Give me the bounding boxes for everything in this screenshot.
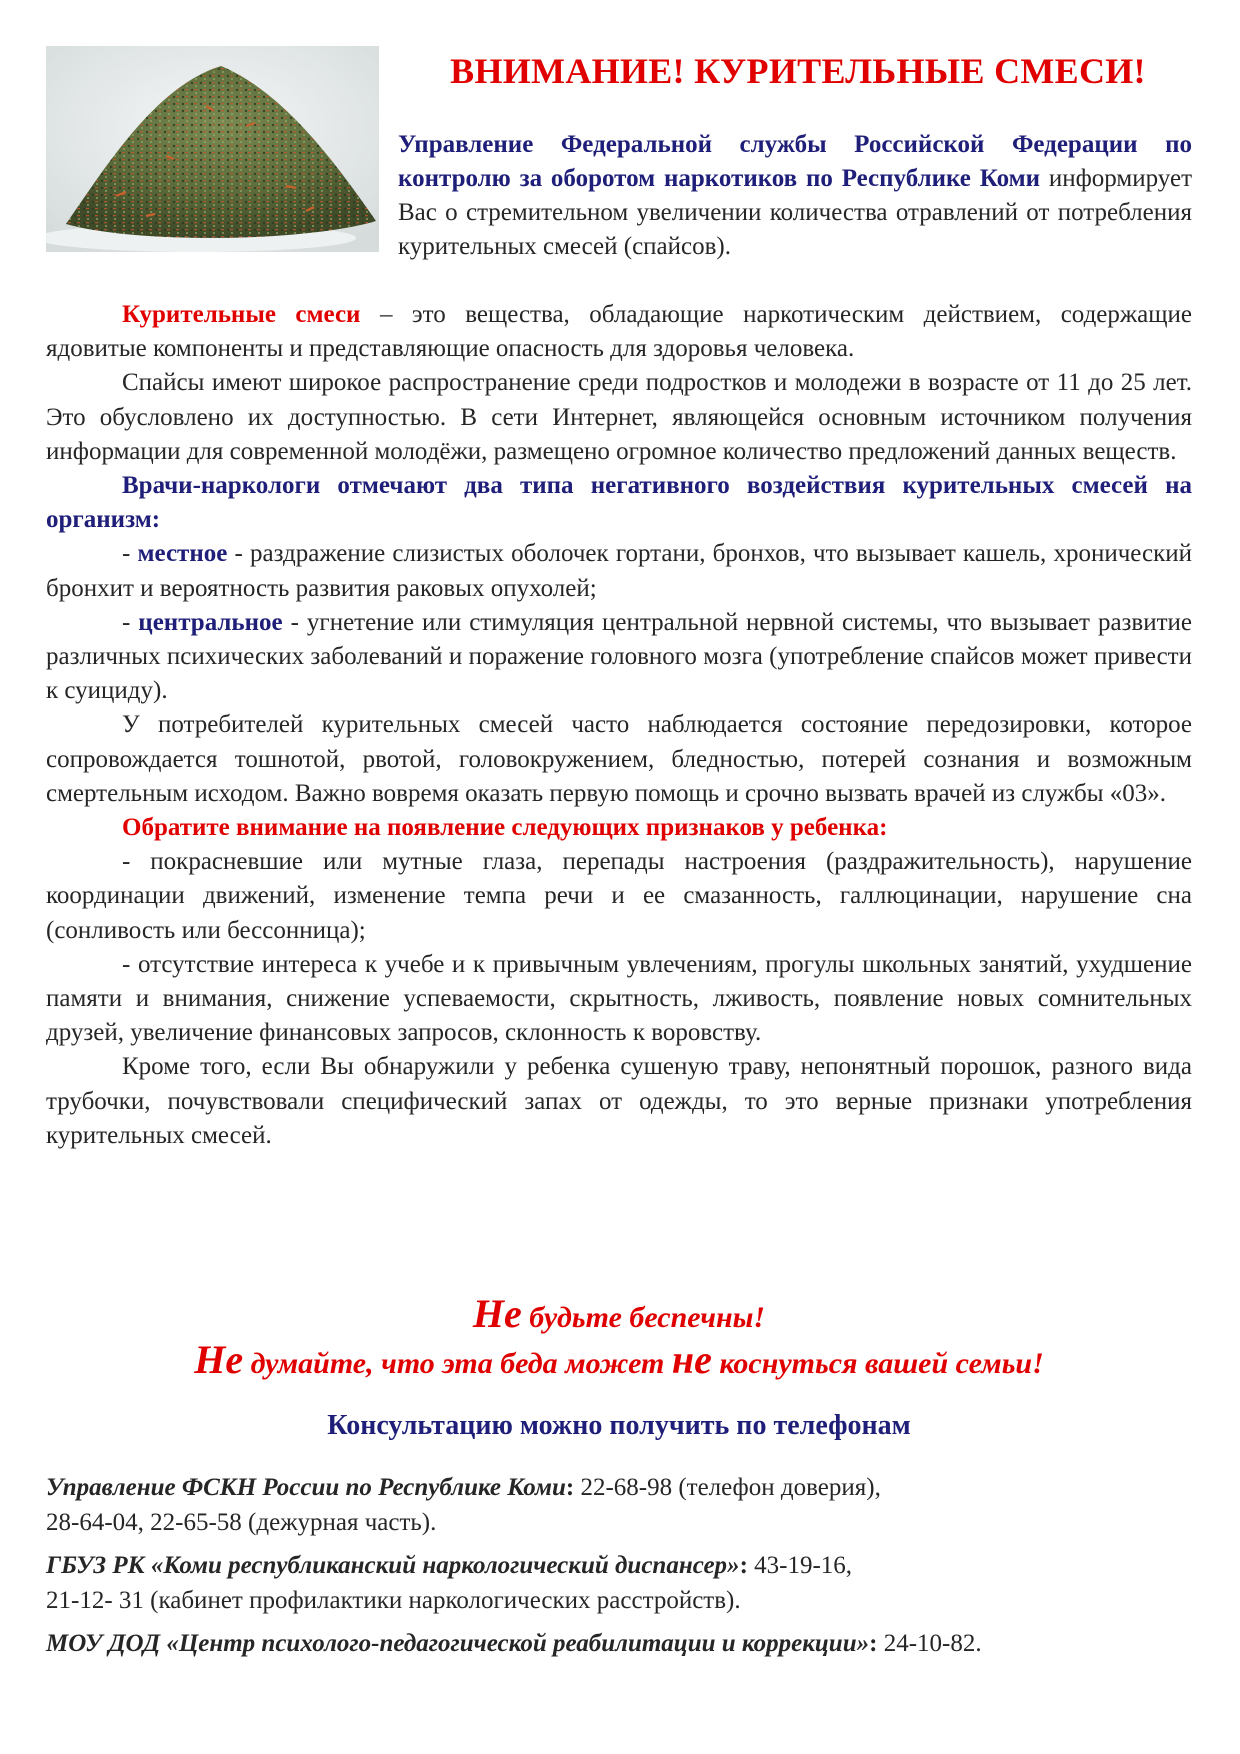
signs-heading: Обратите внимание на появление следующих признаков у ребенка: [122,814,888,842]
slogan-emphasis: Не [194,1337,244,1382]
local-effect-item [46,537,1192,605]
central-effect-text: - угнетение или стимуляция центральной нервной системы, что вызывает развитие различных психических заболеваний и поражение головного мозга (употребление спайсов может привести к суициду). [46,608,1192,705]
slogan-emphasis: не [671,1337,712,1382]
contact-phones: 24-10-82. [877,1630,982,1657]
term-smoking-mixtures: Курительные смеси [122,301,361,328]
central-dash: - [122,608,139,636]
contact-phones-extra: 21-12- 31 (кабинет профилактики наркологических расстройств). [46,1587,741,1614]
intro-text: информирует Вас о стремительном увеличении количества отравлений от потребления курительных смесей (спайсов). [398,165,1192,260]
local-effect-term: местное [137,540,228,568]
slogan-text: будьте беспечны! [521,1301,766,1334]
contact-colon: : [565,1474,575,1501]
evidence-paragraph: Кроме того, если Вы обнаружили у ребенка сушеную траву, непонятный порошок, разного вида трубочки, почувствовали специфический запах от одежды, то это верные признаки употребления курительных смесей. [46,1053,1192,1149]
contact-phones: 43-19-16, [747,1552,853,1579]
contact-phones: 22-68-98 (телефон доверия), [574,1474,881,1501]
consultation-heading: Консультацию можно получить по телефонам [327,1410,911,1441]
central-effect-item [46,606,1192,709]
contact-item [46,1470,1196,1540]
contact-org: ГБУЗ РК «Коми республиканский наркологический диспансер» [46,1552,740,1579]
herb-photo [46,46,379,252]
contact-item [46,1626,1196,1661]
definition-text: – это вещества, обладающие наркотическим действием, содержащие ядовитые компоненты и представляющие опасность для здоровья человека. [46,301,1192,363]
contact-phones-extra: 28-64-04, 22-65-58 (дежурная часть). [46,1509,437,1536]
slogan-emphasis: Не [472,1291,522,1336]
local-effect-text: - раздражение слизистых оболочек гортани, бронхов, что вызывает кашель, хронический бронхит и вероятность развития раковых опухолей; [46,540,1193,602]
sign-item-1: - покрасневшие или мутные глаза, перепады настроения (раздражительность), нарушение координации движений, изменение темпа речи и ее смазанность, галлюцинации, нарушение сна (сонливость или бессонница); [46,848,1192,944]
slogan-line-2 [46,1336,1192,1383]
intro-org-name: Управление Федеральной службы Российской Федерации по контролю за оборотом наркотиков по Республике Коми [398,131,1192,192]
slogan-text: коснуться вашей семьи! [711,1347,1044,1380]
doctors-note-heading: Врачи-наркологи отмечают два типа негативного воздействия курительных смесей на организм: [46,472,1192,534]
overdose-paragraph: У потребителей курительных смесей часто наблюдается состояние передозировки, которое сопровождается тошнотой, рвотой, головокружением, бледностью, потерей сознания и возможным смертельным исходом. Важно вовремя оказать первую помощь и срочно вызвать врачей из службы «03». [46,711,1192,807]
contact-org: Управление ФСКН России по Республике Коми [46,1474,566,1501]
intro-paragraph [398,128,1192,264]
definition-paragraph [46,298,1192,366]
contact-colon: : [869,1630,878,1657]
sign-item-2: - отсутствие интереса к учебе и к привычным увлечениям, прогулы школьных занятий, ухудшение памяти и внимания, снижение успеваемости, скрытность, лживость, появление новых сомнительных друзей, увеличение финансовых запросов, склонность к воровству. [46,950,1192,1047]
page-title: ВНИМАНИЕ! КУРИТЕЛЬНЫЕ СМЕСИ! [450,51,1146,91]
slogan-line-1 [46,1290,1192,1337]
slogan-text: думайте, что эта беда может [243,1347,672,1380]
central-effect-term: центральное [138,608,283,636]
contact-org: МОУ ДОД «Центр психолого-педагогической реабилитации и коррекции» [46,1630,870,1657]
spread-paragraph: Спайсы имеют широкое распространение среди подростков и молодежи в возрасте от 11 до 25 лет. Это обусловлено их доступностью. В сети Интернет, являющейся основным источником получения информации для современной молодёжи, размещено огромное количество предложений данных веществ. [46,369,1192,465]
contact-list [46,1470,1196,1669]
contact-colon: : [739,1552,748,1579]
body-text [46,298,1192,1153]
contact-item [46,1548,1196,1618]
local-dash: - [122,540,138,568]
